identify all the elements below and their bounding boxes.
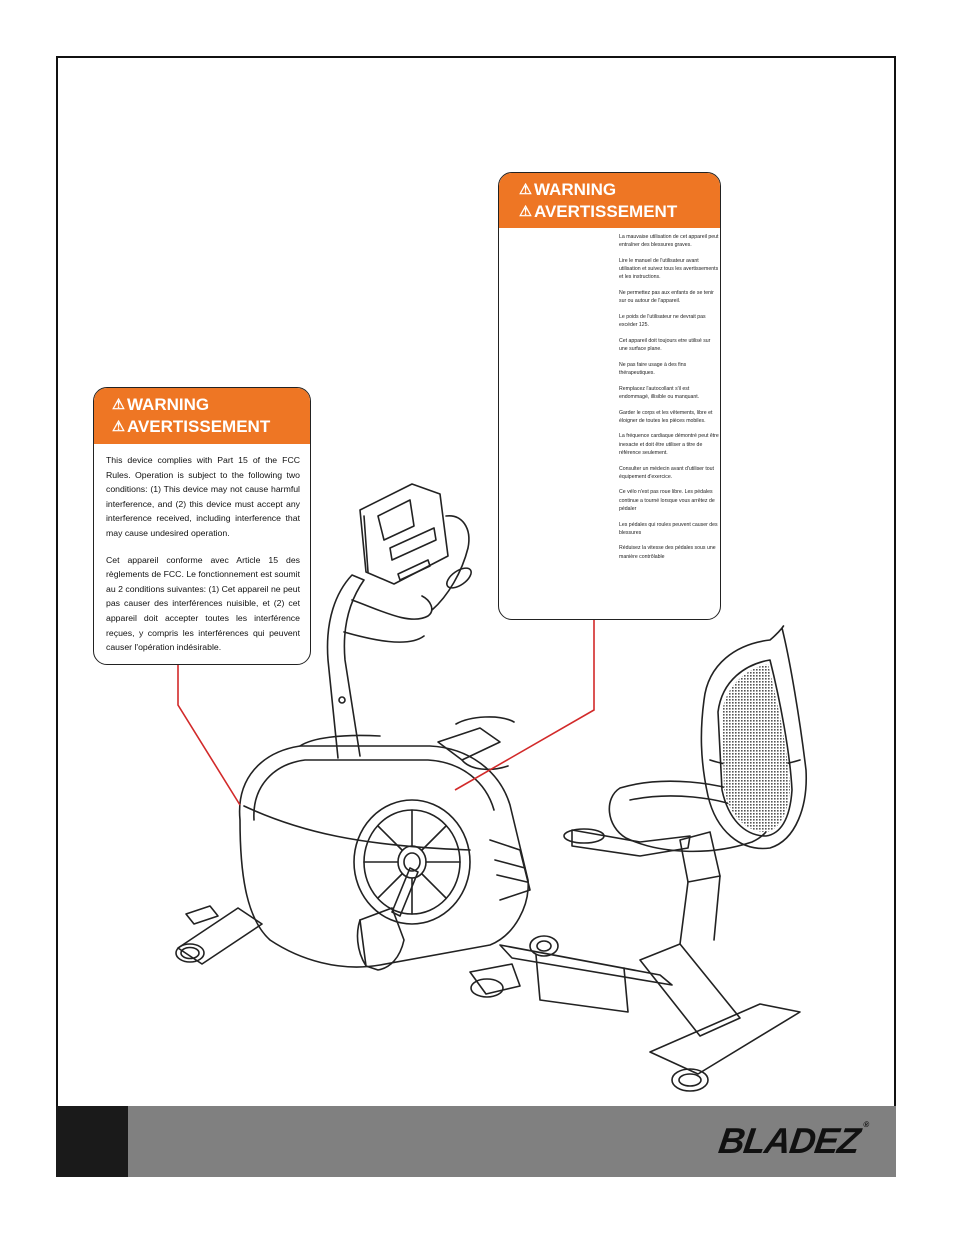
safety-item: Consulter un médecin avant d'utiliser tout équipement d'exercice. [619,465,714,480]
safety-item: Réduisez la vitesse des pédales sous une manière contrôlable [619,545,716,560]
safety-heading-avertissement: ⚠ AVERTISSEMENT [519,202,678,221]
safety-item: Cet appareil doit toujours etre utilisé sur une surface plane. [619,337,711,353]
fcc-text-english: This device complies with Part 15 of the FCC Rules. Operation is subject to the following two conditions: (1) This device may not cause harmful interference, and (2) this device must accept any interference received, including interference that may cause undesired operation. [106,455,300,538]
safety-item: Lire le manuel de l'utilisateur avant utilisation et suivez tous les avertissements et les instructions. [619,257,719,281]
fcc-heading-warning: ⚠ WARNING [112,395,210,414]
fcc-text-french: Cet appareil conforme avec Article 15 des règlements de FCC. Le fonctionnement est soumit au 2 conditions suivantes: (1) Cet appareil ne peut pas causer des interférences nuisible, et (2) cet appareil doit accepter toutes les interférence reçues, y compris les interférences qui peuvent causer l'opération indésirable. [106,554,300,653]
safety-item: Le poids de l'utilisateur ne devrait pas excéder 125. [619,313,706,329]
console [360,484,448,584]
footer-bar [128,1106,896,1177]
safety-leader-line [455,620,594,790]
warning-triangle-icon: ⚠ [519,204,532,220]
fcc-heading-avertissement: ⚠ AVERTISSEMENT [112,417,271,436]
fcc-warning-label [93,387,311,665]
flywheel-cover [354,800,470,924]
backrest-mesh [722,664,790,832]
page-footer [56,1106,896,1177]
safety-label-body [619,233,719,568]
rear-rail [470,936,672,1012]
fcc-label-header [94,388,310,444]
safety-item: Garder le corps et les vêtements, libre et éloigner de toutes les pièces mobiles. [619,409,713,424]
warning-triangle-icon: ⚠ [112,397,125,413]
safety-item: Ce vélo n'est pas roue libre. Les pédales continue a tourné lorsque vous arrêtez de pédaler [619,489,715,512]
safety-item: Ne pas faire usage à des fins thérapeutiques. [619,361,687,376]
safety-heading-warning: ⚠ WARNING [519,180,617,199]
warning-triangle-icon: ⚠ [112,419,125,435]
safety-item: La mauvaise utilisation de cet appareil peut entraîner des blessures graves. [619,234,719,249]
bladez-logo: BLADEZ® [716,1120,869,1161]
fcc-leader-line [178,665,240,805]
footer-page-tab [56,1106,128,1177]
safety-item: Les pédales qui roules peuvent causer des blessures [619,521,718,536]
safety-label-header [499,173,720,228]
safety-item: La fréquence cardiaque démontré peut être inexacte et doit être utiliser a titre de référence seulement. [619,433,719,456]
seat-post [564,829,800,1091]
safety-item: Remplacez l'autocollant s'il est endommagé, illisible ou manquant. [619,385,700,400]
handlebar-post [328,516,475,758]
bike-main-housing [240,735,530,967]
safety-item: Ne permettez pas aux enfants de se tenir sur ou autour de l'appareil. [619,290,714,305]
warning-triangle-icon: ⚠ [519,182,532,198]
front-stabilizer [176,906,262,964]
safety-warning-label [498,172,721,620]
fcc-label-body [94,444,310,655]
